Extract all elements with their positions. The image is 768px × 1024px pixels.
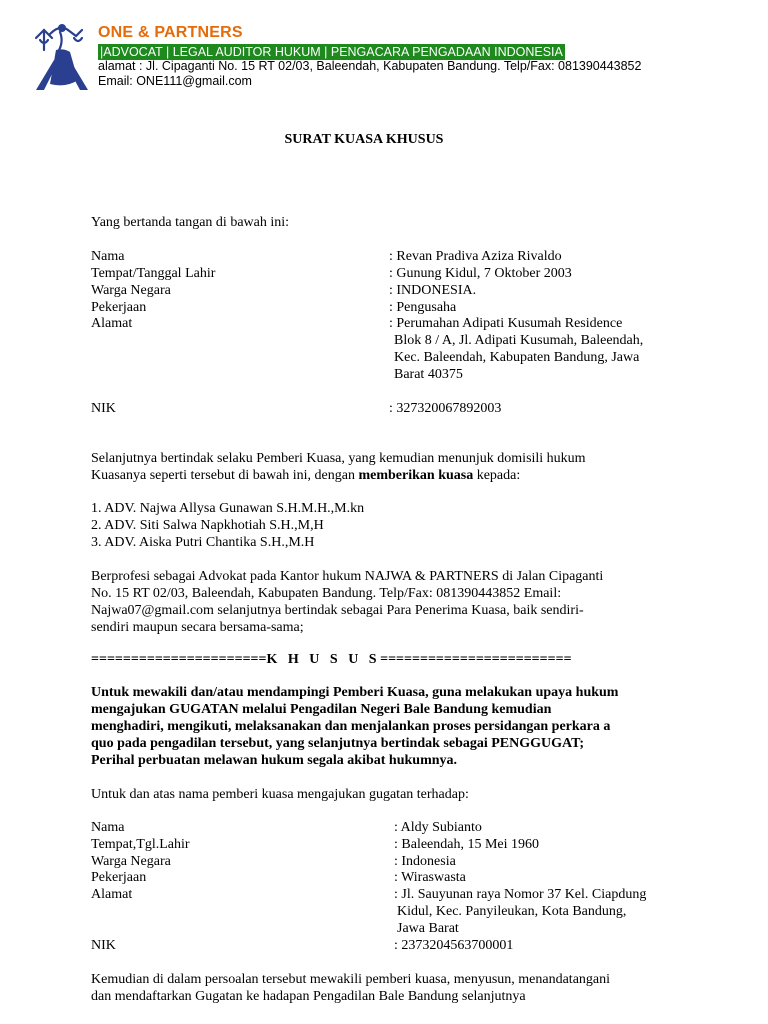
defendant-value: : Wiraswasta bbox=[394, 870, 466, 885]
paragraph-text: kepada: bbox=[473, 468, 521, 483]
attorney-item: 1. ADV. Najwa Allysa Gunawan S.H.M.H.,M.kn bbox=[91, 501, 365, 516]
attorney-office-paragraph bbox=[91, 568, 681, 636]
divider-left: ====================== bbox=[91, 652, 267, 667]
paragraph-line: dan mendaftarkan Gugatan ke hadapan Pengadilan Bale Bandung selanjutnya bbox=[91, 989, 526, 1004]
firm-address: alamat : Jl. Cipaganti No. 15 RT 02/03, Baleendah, Kabupaten Bandung. Telp/Fax: 081390443852 bbox=[98, 59, 642, 73]
intro-text: Yang bertanda tangan di bawah ini: bbox=[91, 215, 290, 230]
defendant-address-line: Jawa Barat bbox=[397, 921, 459, 936]
defendant-address-line: Kidul, Kec. Panyileukan, Kota Bandung, bbox=[397, 904, 627, 919]
grantor-label: Pekerjaan bbox=[91, 300, 147, 315]
paragraph-line: quo pada pengadilan tersebut, yang selanjutnya bertindak sebagai PENGGUGAT; bbox=[91, 736, 585, 751]
paragraph-line bbox=[91, 467, 681, 484]
defendant-label: Nama bbox=[91, 820, 125, 835]
defendant-nik-value: : 2373204563700001 bbox=[394, 938, 514, 953]
defendant-label: Alamat bbox=[91, 887, 133, 902]
grantor-value: : INDONESIA. bbox=[389, 283, 477, 298]
grantor-address-line: Blok 8 / A, Jl. Adipati Kusumah, Baleendah, bbox=[394, 333, 644, 348]
mandate-paragraph bbox=[91, 684, 681, 769]
attorney-item: 3. ADV. Aiska Putri Chantika S.H.,M.H bbox=[91, 535, 315, 550]
firm-email: Email: ONE111@gmail.com bbox=[98, 74, 252, 88]
grantor-nik-label: NIK bbox=[91, 401, 116, 416]
appointment-paragraph bbox=[91, 450, 681, 484]
paragraph-line: mengajukan GUGATAN melalui Pengadilan Negeri Bale Bandung kemudian bbox=[91, 702, 552, 717]
divider-right: ======================== bbox=[380, 652, 572, 667]
against-intro: Untuk dan atas nama pemberi kuasa mengajukan gugatan terhadap: bbox=[91, 787, 469, 802]
firm-tagline: |ADVOCAT | LEGAL AUDITOR HUKUM | PENGACARA PENGADAAN INDONESIA bbox=[100, 45, 563, 59]
grantor-value: : Pengusaha bbox=[389, 300, 457, 315]
grantor-label: Tempat/Tanggal Lahir bbox=[91, 266, 216, 281]
grantor-address-line: Barat 40375 bbox=[394, 367, 463, 382]
paragraph-line: Najwa07@gmail.com selanjutnya bertindak sebagai Para Penerima Kuasa, baik sendiri- bbox=[91, 603, 584, 618]
grantor-value: : Gunung Kidul, 7 Oktober 2003 bbox=[389, 266, 572, 281]
grantor-value: : Perumahan Adipati Kusumah Residence bbox=[389, 316, 623, 331]
defendant-value: : Aldy Subianto bbox=[394, 820, 482, 835]
firm-name: ONE & PARTNERS bbox=[98, 24, 243, 41]
grantor-label: Warga Negara bbox=[91, 283, 171, 298]
paragraph-text: Kuasanya seperti tersebut di bawah ini, dengan bbox=[91, 468, 359, 483]
defendant-label: Warga Negara bbox=[91, 854, 171, 869]
paragraph-line: Berprofesi sebagai Advokat pada Kantor hukum NAJWA & PARTNERS di Jalan Cipaganti bbox=[91, 569, 604, 584]
defendant-label: Tempat,Tgl.Lahir bbox=[91, 837, 190, 852]
defendant-label: Pekerjaan bbox=[91, 870, 147, 885]
emphasis-text: memberikan kuasa bbox=[358, 468, 474, 483]
paragraph-line: menghadiri, mengikuti, melaksanakan dan menjalankan proses persidangan perkara a bbox=[91, 719, 611, 734]
paragraph-line: Untuk mewakili dan/atau mendampingi Pemberi Kuasa, guna melakukan upaya hukum bbox=[91, 685, 619, 700]
khusus-divider bbox=[91, 651, 572, 668]
grantor-value: : Revan Pradiva Aziza Rivaldo bbox=[389, 249, 562, 264]
closing-paragraph bbox=[91, 971, 691, 1005]
grantor-label: Nama bbox=[91, 249, 125, 264]
paragraph-line: Kemudian di dalam persoalan tersebut mewakili pemberi kuasa, menyusun, menandatangani bbox=[91, 972, 611, 987]
attorney-list bbox=[91, 500, 681, 551]
grantor-nik-value: : 327320067892003 bbox=[389, 401, 502, 416]
lady-justice-icon bbox=[30, 20, 94, 92]
grantor-address-line: Kec. Baleendah, Kabupaten Bandung, Jawa bbox=[394, 350, 640, 365]
defendant-value: : Jl. Sauyunan raya Nomor 37 Kel. Ciapdung bbox=[394, 887, 647, 902]
document-title: SURAT KUASA KHUSUS bbox=[284, 132, 444, 147]
divider-center: K H U S U S bbox=[266, 652, 377, 667]
letterhead bbox=[0, 0, 768, 100]
paragraph-line: No. 15 RT 02/03, Baleendah, Kabupaten Bandung. Telp/Fax: 081390443852 Email: bbox=[91, 586, 562, 601]
defendant-nik-label: NIK bbox=[91, 938, 116, 953]
paragraph-line: Selanjutnya bertindak selaku Pemberi Kuasa, yang kemudian menunjuk domisili hukum bbox=[91, 451, 586, 466]
grantor-label: Alamat bbox=[91, 316, 133, 331]
attorney-item: 2. ADV. Siti Salwa Napkhotiah S.H.,M,H bbox=[91, 518, 324, 533]
paragraph-line: sendiri maupun secara bersama-sama; bbox=[91, 620, 304, 635]
defendant-value: : Indonesia bbox=[394, 854, 456, 869]
paragraph-line: Perihal perbuatan melawan hukum segala akibat hukumnya. bbox=[91, 753, 458, 768]
defendant-value: : Baleendah, 15 Mei 1960 bbox=[394, 837, 540, 852]
